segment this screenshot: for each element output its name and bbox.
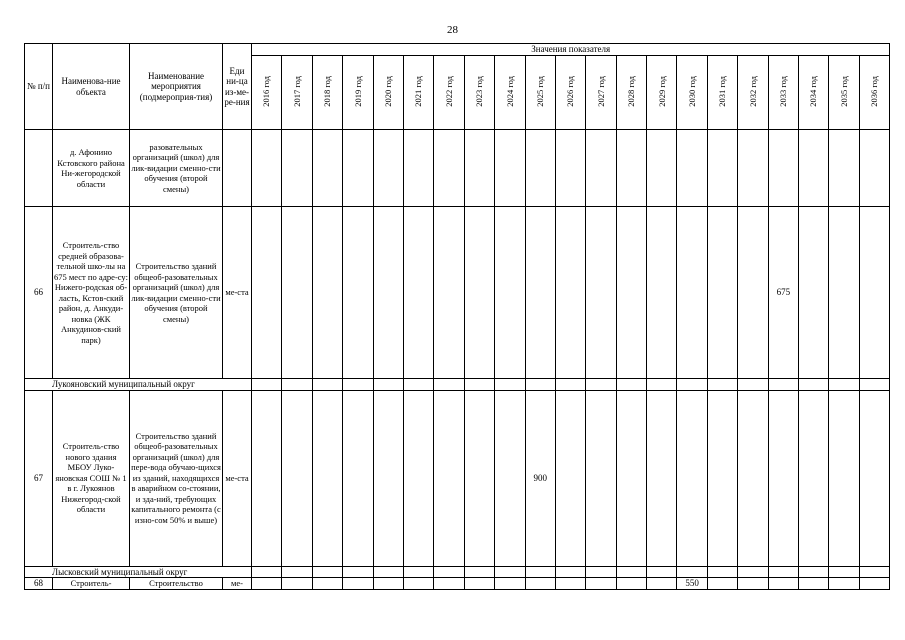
- header-object-name: Наименова-ние объекта: [53, 44, 130, 130]
- event-name-cell: Строительство зданий общеоб-разовательных организаций (школ) для пере-вода обучаю-щихся из зданий, находящихся в аварийном со-стоянии, и зда-ний, требующих капитального ремонта (с изно-сом 50% и выше): [130, 390, 223, 566]
- unit-cell: ме-: [223, 578, 252, 590]
- year-header: 2029 год: [656, 75, 667, 107]
- object-name-cell: Строитель-: [53, 578, 130, 590]
- year-header: 2028 год: [626, 75, 637, 107]
- district-row: Лукояновский муниципальный округ: [25, 379, 252, 391]
- row-number-cell: 67: [25, 390, 53, 566]
- year-header: 2034 год: [808, 75, 819, 107]
- table-row: [25, 207, 890, 379]
- district-row: Лысковский муниципальный округ: [25, 566, 252, 578]
- unit-cell: ме-ста: [223, 390, 252, 566]
- year-header: 2026 год: [565, 75, 576, 107]
- page-number: 28: [447, 24, 458, 36]
- year-header: 2025 год: [534, 75, 545, 107]
- object-name-cell: д. Афонино Кстовского района Ни-жегородской области: [53, 130, 130, 207]
- object-name-cell: Строитель-ство нового здания МБОУ Луко-яновская СОШ № 1 в г. Лукоянов Нижегород-ской области: [53, 390, 130, 566]
- year-header: 2019 год: [352, 75, 363, 107]
- table-row: [25, 566, 890, 578]
- value-cell-2033: 675: [768, 207, 798, 379]
- value-cell-2030: 550: [677, 578, 707, 590]
- event-name-cell: Строительство зданий общеоб-разовательных организаций (школ) для лик-видации сменно-сти обучения (второй смены): [130, 207, 223, 379]
- table-row: [25, 130, 890, 207]
- year-header: 2024 год: [504, 75, 515, 107]
- year-header: 2035 год: [838, 75, 849, 107]
- year-header: 2021 год: [413, 75, 424, 107]
- event-name-cell: Строительство: [130, 578, 223, 590]
- year-header: 2020 год: [383, 75, 393, 107]
- header-event-name: Наименование мероприятия (подмероприя-тия): [130, 44, 223, 130]
- year-header: 2027 год: [595, 75, 606, 107]
- year-header: 2032 год: [747, 75, 758, 107]
- year-header: 2033 год: [778, 75, 789, 107]
- table-row: [25, 379, 890, 391]
- table-row: [25, 390, 890, 566]
- year-header: 2031 год: [717, 75, 728, 107]
- event-name-cell: разовательных организаций (школ) для лик-видации сменно-сти обучения (второй смены): [130, 130, 223, 207]
- year-header: 2022 год: [443, 75, 454, 107]
- unit-cell: ме-ста: [223, 207, 252, 379]
- year-header: 2023 год: [474, 75, 485, 107]
- year-header: 2016 год: [261, 75, 272, 107]
- header-num: № п/п: [25, 44, 53, 130]
- year-header: 2017 год: [291, 75, 302, 107]
- header-unit: Еди ни-ца из-ме-ре-ния: [223, 44, 252, 130]
- row-number-cell: 68: [25, 578, 53, 590]
- year-header: 2036 год: [869, 75, 880, 107]
- header-values: Значения показателя: [252, 44, 890, 56]
- year-header: 2018 год: [322, 75, 333, 107]
- value-cell-2025: 900: [525, 390, 555, 566]
- object-name-cell: Строитель-ство средней образова-тельной шко-лы на 675 мест по адре-су: Нижего-родская об-ласть, Кстов-ский район, д. Анкуди-новка (ЖК Анкудинов-ский парк): [53, 207, 130, 379]
- row-number-cell: 66: [25, 207, 53, 379]
- indicator-table: [24, 43, 890, 590]
- table-row: [25, 578, 890, 590]
- year-header: 2030 год: [686, 75, 697, 107]
